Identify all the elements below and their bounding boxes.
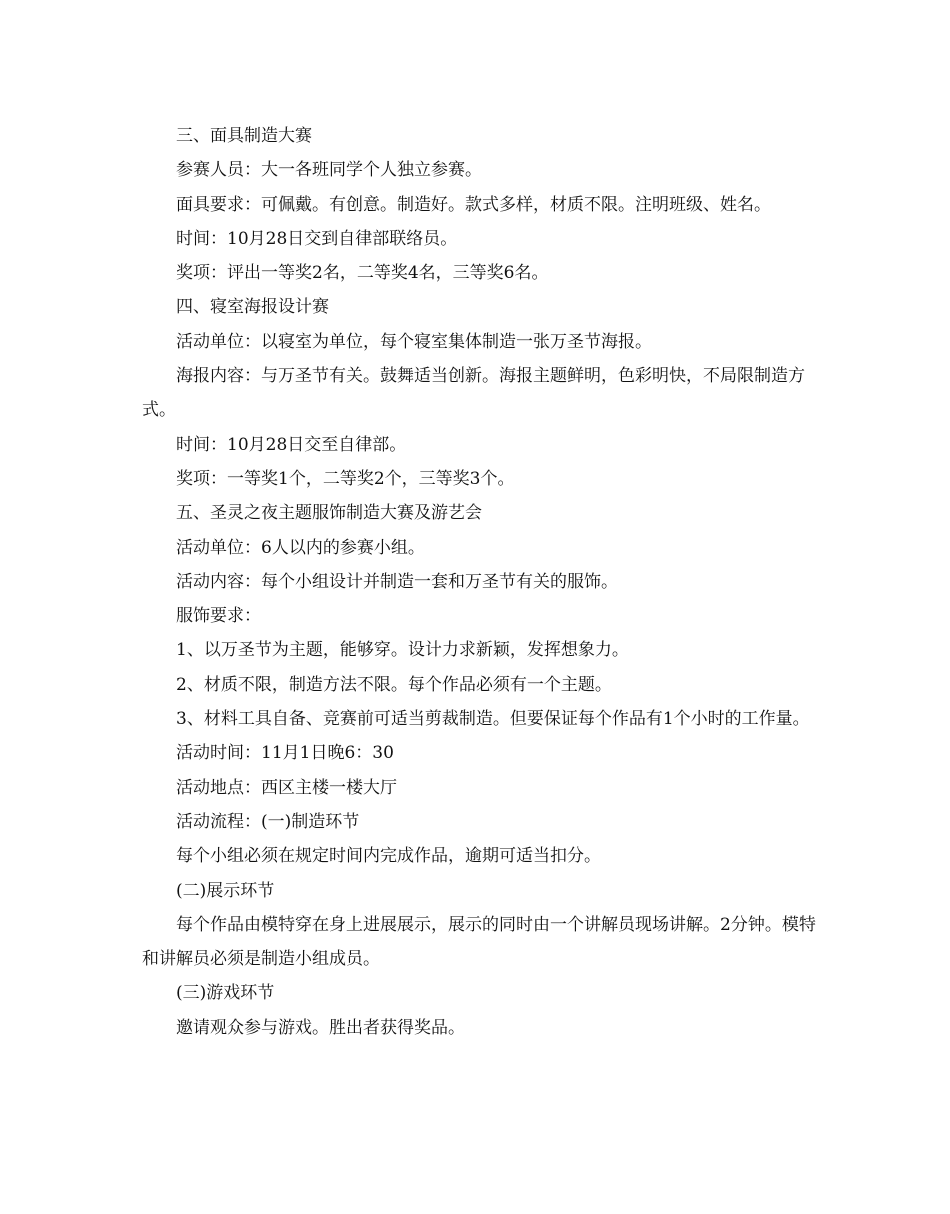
paragraph: 活动流程：(一)制造环节 bbox=[176, 811, 360, 832]
paragraph: 奖项：一等奖1个，二等奖2个，三等奖3个。 bbox=[176, 468, 515, 489]
paragraph: 每个作品由模特穿在身上进展展示，展示的同时由一个讲解员现场讲解。2分钟。模特和讲解员必须是制造小组成员。 bbox=[142, 914, 816, 970]
paragraph: 时间：10月28日交到自律部联络员。 bbox=[176, 228, 458, 249]
paragraph: 参赛人员：大一各班同学个人独立参赛。 bbox=[176, 160, 482, 181]
paragraph: 活动内容：每个小组设计并制造一套和万圣节有关的服饰。 bbox=[176, 571, 618, 592]
paragraph: 奖项：评出一等奖2名，二等奖4名，三等奖6名。 bbox=[176, 263, 549, 284]
paragraph: 面具要求：可佩戴。有创意。制造好。款式多样，材质不限。注明班级、姓名。 bbox=[176, 194, 771, 215]
list-item: 2、材质不限，制造方法不限。每个作品必须有一个主题。 bbox=[176, 674, 612, 695]
paragraph: 时间：10月28日交至自律部。 bbox=[176, 434, 407, 455]
paragraph: 服饰要求： bbox=[176, 606, 261, 627]
paragraph: 海报内容：与万圣节有关。鼓舞适当创新。海报主题鲜明，色彩明快，不局限制造方式。 bbox=[142, 366, 805, 421]
paragraph: 每个小组必须在规定时间内完成作品，逾期可适当扣分。 bbox=[176, 846, 601, 867]
subsection-heading: (二)展示环节 bbox=[176, 880, 275, 901]
paragraph: 活动地点：西区主楼一楼大厅 bbox=[176, 777, 397, 798]
section-heading-mask-contest: 三、面具制造大赛 bbox=[176, 126, 312, 146]
paragraph: 活动时间：11月1日晚6：30 bbox=[176, 743, 394, 764]
paragraph: 活动单位：以寝室为单位，每个寝室集体制造一张万圣节海报。 bbox=[176, 331, 652, 352]
section-heading-poster-contest: 四、寝室海报设计赛 bbox=[176, 297, 329, 318]
document-body bbox=[142, 119, 832, 1045]
list-item: 1、以万圣节为主题，能够穿。设计力求新颖，发挥想象力。 bbox=[176, 640, 629, 661]
list-item: 3、材料工具自备、竞赛前可适当剪裁制造。但要保证每个作品有1个小时的工作量。 bbox=[176, 709, 810, 730]
paragraph: 邀请观众参与游戏。胜出者获得奖品。 bbox=[176, 1017, 465, 1038]
subsection-heading: (三)游戏环节 bbox=[176, 983, 275, 1004]
section-heading-costume-contest: 五、圣灵之夜主题服饰制造大赛及游艺会 bbox=[176, 503, 482, 524]
paragraph: 活动单位：6人以内的参赛小组。 bbox=[176, 537, 425, 558]
